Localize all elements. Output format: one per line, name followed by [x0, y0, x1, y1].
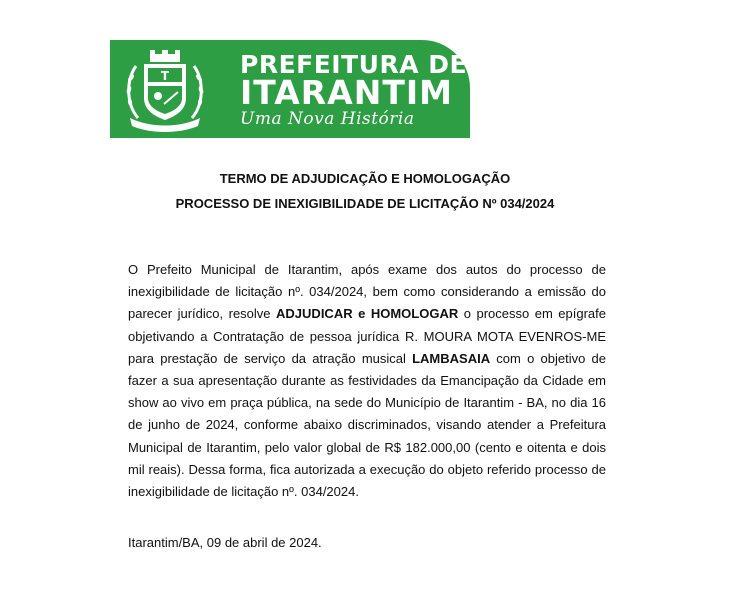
document-titles [0, 166, 730, 216]
brand-line-1: PREFEITURA DE [240, 50, 468, 79]
document-title: TERMO DE ADJUDICAÇÃO E HOMOLOGAÇÃO [219, 171, 511, 186]
municipal-coat-of-arms-icon [120, 48, 210, 132]
place-date: Itarantim/BA, 09 de abril de 2024. [128, 535, 322, 550]
header-banner [110, 40, 470, 138]
document-body [128, 259, 606, 503]
document-subtitle: PROCESSO DE INEXIGIBILIDADE DE LICITAÇÃO Nº 034/2024 [175, 196, 555, 211]
paragraph-part-1: O Prefeito Municipal de Itarantim, após exame dos autos do processo de inexigibilidade de licitação nº. 034/2024, bem como considerando a emissão do parecer jurídico, resolve [128, 262, 606, 322]
brand-block [240, 52, 470, 130]
paragraph-bold-2: LAMBASAIA [412, 350, 491, 366]
svg-text:T: T [160, 69, 170, 83]
paragraph-part-2: o processo em epígrafe objetivando a Contratação de pessoa jurídica R. MOURA MOTA EVENROS-ME para prestação de serviço da atração musical [128, 306, 606, 366]
main-paragraph [128, 259, 606, 503]
paragraph-part-3: com o objetivo de fazer a sua apresentação durante as festividades da Emancipação da Cidade em show ao vivo em praça pública, na sede do Município de Itarantim - BA, no dia 16 de junho de 2024, conforme abaixo discriminados, visando atender a Prefeitura Municipal de Itarantim, pelo valor global de R$ 182.000,00 (cento e oitenta e dois mil reais). Dessa forma, fica autorizada a execução do objeto referido processo de inexigibilidade de licitação nº. 034/2024. [128, 350, 606, 500]
paragraph-bold-1: ADJUDICAR e HOMOLOGAR [276, 306, 459, 322]
brand-line-2: ITARANTIM [240, 73, 453, 112]
slogan: Uma Nova História [240, 109, 415, 129]
